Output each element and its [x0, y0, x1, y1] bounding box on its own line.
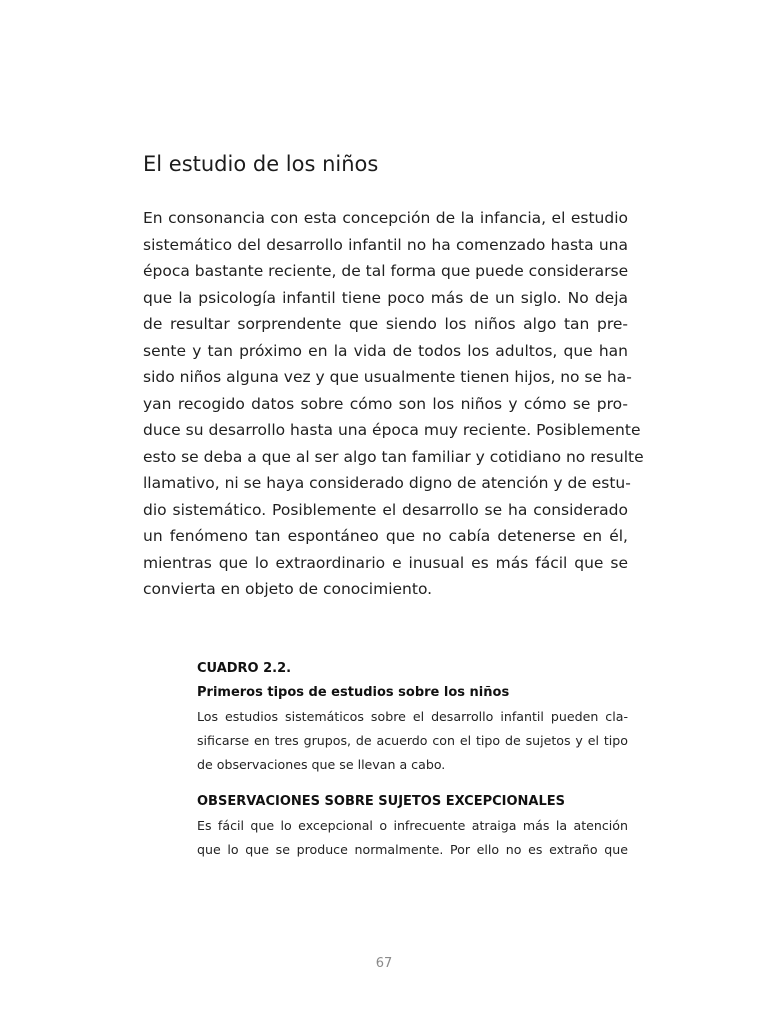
section-title: El estudio de los niños	[143, 152, 379, 176]
body-line: un fenómeno tan espontáneo que no cabía detenerse en él,	[143, 527, 628, 545]
page-number: 67	[375, 956, 393, 971]
body-line: duce su desarrollo hasta una época muy reciente. Posiblemente	[143, 421, 641, 439]
body-paragraph	[143, 205, 644, 603]
box-intro-line: sificarse en tres grupos, de acuerdo con el tipo de sujetos y el tipo	[197, 733, 628, 748]
body-line: dio sistemático. Posiblemente el desarrollo se ha considerado	[143, 500, 628, 519]
sidebar-box	[197, 657, 628, 862]
body-line: En consonancia con esta concepción de la infancia, el estudio	[143, 209, 628, 227]
box-section-line: Es fácil que lo excepcional o infrecuente atraiga más la atención	[197, 818, 628, 833]
body-line: época bastante reciente, de tal forma que puede considerarse	[143, 262, 629, 280]
body-line: de resultar sorprendente que siendo los niños algo tan pre-	[143, 315, 628, 333]
body-line: convierta en objeto de conocimiento.	[143, 580, 433, 598]
body-line: sistemático del desarrollo infantil no ha comenzado hasta una	[143, 235, 628, 254]
box-label: CUADRO 2.2.	[197, 661, 292, 676]
box-section-line: que lo que se produce normalmente. Por ello no es extraño que	[197, 842, 628, 857]
body-line: yan recogido datos sobre cómo son los niños y cómo se pro-	[143, 394, 628, 413]
box-intro-line: de observaciones que se llevan a cabo.	[197, 757, 446, 772]
body-line: mientras que lo extraordinario e inusual es más fácil que se	[143, 553, 628, 572]
body-line: sido niños alguna vez y que usualmente tienen hijos, no se ha-	[143, 368, 632, 386]
box-title: Primeros tipos de estudios sobre los niños	[197, 685, 510, 700]
box-section-heading: OBSERVACIONES SOBRE SUJETOS EXCEPCIONALES	[197, 794, 565, 809]
body-line: que la psicología infantil tiene poco más de un siglo. No deja	[143, 288, 628, 307]
box-intro-line: Los estudios sistemáticos sobre el desarrollo infantil pueden cla-	[197, 709, 628, 724]
body-line: sente y tan próximo en la vida de todos los adultos, que han	[143, 341, 628, 360]
body-line: llamativo, ni se haya considerado digno de atención y de estu-	[143, 474, 631, 492]
body-line: esto se deba a que al ser algo tan familiar y cotidiano no resulte	[143, 447, 644, 466]
